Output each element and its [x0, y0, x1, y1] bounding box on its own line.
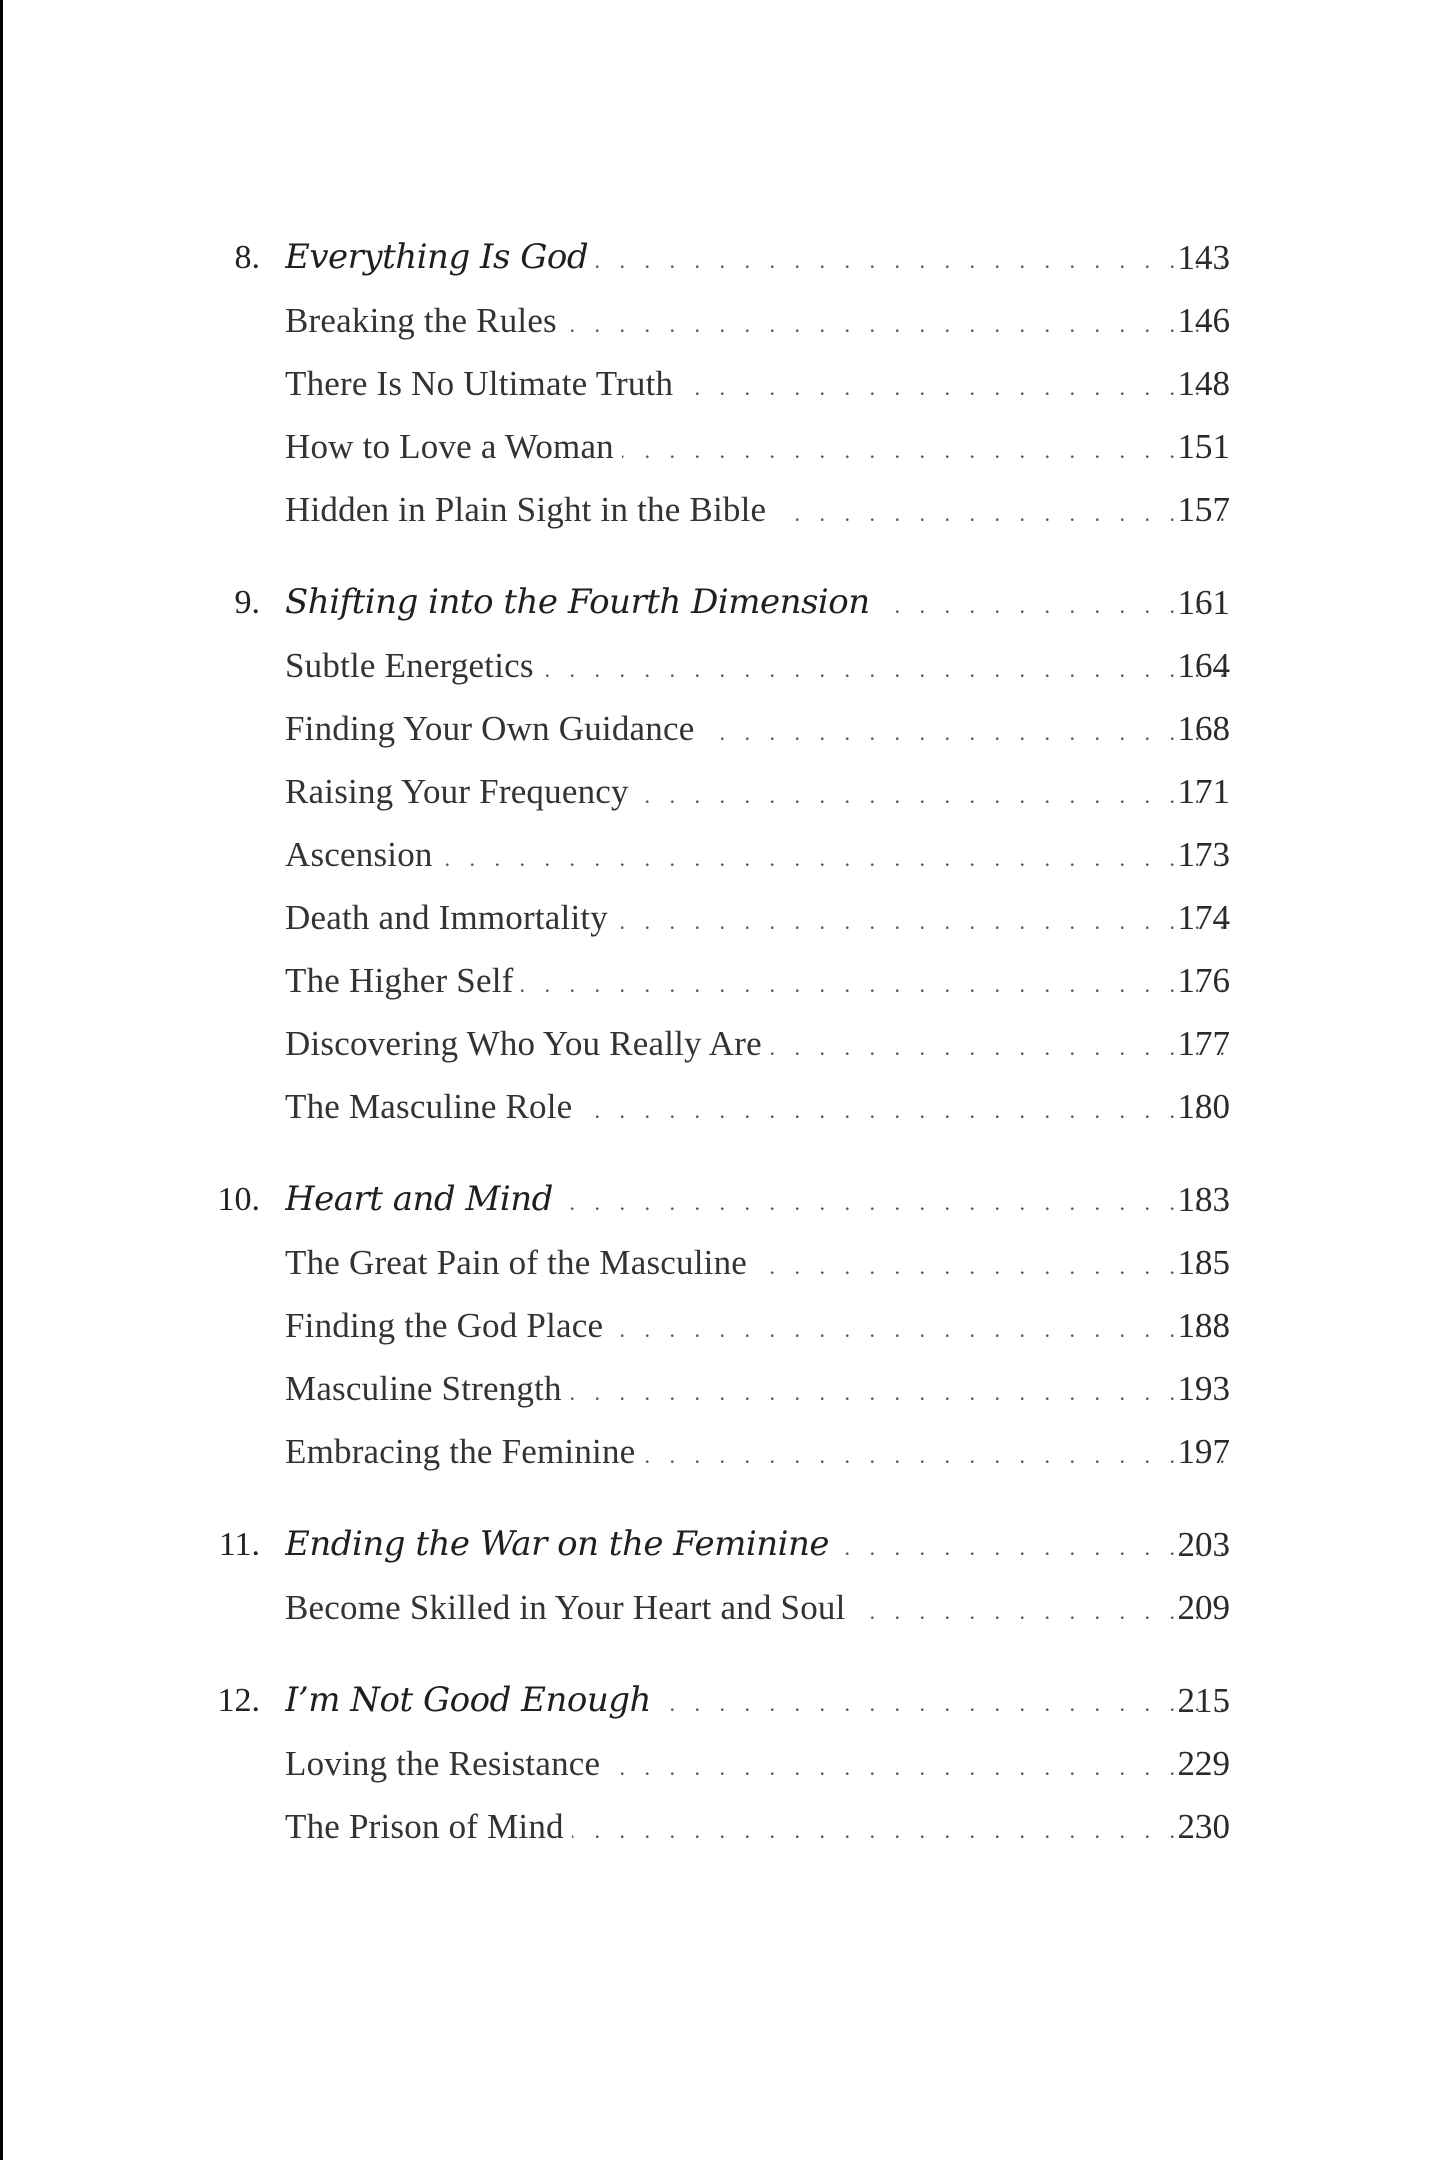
chapter-heading-row[interactable]	[0, 226, 1442, 289]
page-number: 174	[1177, 898, 1230, 937]
section-row[interactable]	[0, 289, 1442, 352]
toc-chapter-9	[0, 571, 1442, 1138]
page-number: 197	[1177, 1432, 1230, 1471]
section-row[interactable]	[0, 352, 1442, 415]
section-title: Loving the Resistance	[285, 1744, 601, 1783]
section-entry	[285, 886, 1232, 949]
page-number: 230	[1177, 1807, 1230, 1846]
section-row[interactable]	[0, 634, 1442, 697]
dot-leader	[570, 1361, 1232, 1420]
section-title: Masculine Strength	[285, 1369, 562, 1408]
page-number: 180	[1177, 1087, 1230, 1126]
chapter-heading-row[interactable]	[0, 1168, 1442, 1231]
section-row[interactable]	[0, 1420, 1442, 1483]
dot-leader	[659, 1672, 1232, 1732]
dot-leader	[441, 827, 1232, 886]
page-number: 193	[1177, 1369, 1230, 1408]
page-number: 151	[1177, 427, 1230, 466]
section-row[interactable]	[0, 1294, 1442, 1357]
chapter-number: 9.	[234, 584, 260, 621]
chapter-title: Ending the War on the Feminine	[285, 1524, 830, 1564]
dot-leader	[611, 1298, 1232, 1357]
section-row[interactable]	[0, 760, 1442, 823]
toc-chapter-8	[0, 226, 1442, 541]
section-entry	[285, 1231, 1232, 1294]
dot-leader	[755, 1235, 1232, 1294]
dot-leader	[521, 953, 1232, 1012]
section-entry	[285, 1576, 1232, 1639]
section-row[interactable]	[0, 1231, 1442, 1294]
page-number: 209	[1177, 1588, 1230, 1627]
chapter-number: 8.	[234, 239, 260, 276]
section-title: The Great Pain of the Masculine	[285, 1243, 748, 1282]
chapter-entry	[285, 1168, 1232, 1231]
toc-chapter-12	[0, 1669, 1442, 1858]
section-entry	[285, 760, 1232, 823]
chapter-entry	[285, 1513, 1232, 1576]
table-of-contents	[0, 226, 1442, 1888]
section-entry	[285, 1732, 1232, 1795]
chapter-entry	[285, 1669, 1232, 1732]
chapter-heading-row[interactable]	[0, 1513, 1442, 1576]
section-title: How to Love a Woman	[285, 427, 614, 466]
section-title: Finding Your Own Guidance	[285, 709, 695, 748]
page-number: 203	[1177, 1525, 1230, 1564]
page-number: 148	[1177, 364, 1230, 403]
chapter-number: 10.	[217, 1181, 260, 1218]
dot-leader	[565, 293, 1232, 352]
section-title: Discovering Who You Really Are	[285, 1024, 762, 1063]
dot-leader	[608, 1736, 1232, 1795]
dot-leader	[572, 1799, 1232, 1858]
section-title: Hidden in Plain Sight in the Bible	[285, 490, 767, 529]
chapter-title: Shifting into the Fourth Dimension	[285, 582, 870, 622]
page-number: 164	[1177, 646, 1230, 685]
page-number: 185	[1177, 1243, 1230, 1282]
section-row[interactable]	[0, 1795, 1442, 1858]
section-title: Subtle Energetics	[285, 646, 534, 685]
chapter-heading-row[interactable]	[0, 571, 1442, 634]
section-title: Ascension	[285, 835, 433, 874]
page-number: 168	[1177, 709, 1230, 748]
section-row[interactable]	[0, 1576, 1442, 1639]
section-row[interactable]	[0, 1075, 1442, 1138]
section-entry	[285, 1420, 1232, 1483]
chapter-title: Everything Is God	[285, 237, 589, 277]
chapter-entry	[285, 571, 1232, 634]
page-number: 183	[1177, 1180, 1230, 1219]
section-entry	[285, 1075, 1232, 1138]
dot-leader	[542, 638, 1232, 697]
page-number: 161	[1177, 583, 1230, 622]
dot-leader	[616, 890, 1232, 949]
chapter-entry	[285, 226, 1232, 289]
page-number: 171	[1177, 772, 1230, 811]
section-title: The Masculine Role	[285, 1087, 573, 1126]
page-number: 176	[1177, 961, 1230, 1000]
section-title: Become Skilled in Your Heart and Soul	[285, 1588, 846, 1627]
dot-leader	[561, 1171, 1232, 1231]
section-row[interactable]	[0, 949, 1442, 1012]
section-entry	[285, 697, 1232, 760]
section-entry	[285, 634, 1232, 697]
section-row[interactable]	[0, 1012, 1442, 1075]
section-entry	[285, 823, 1232, 886]
section-title: The Higher Self	[285, 961, 514, 1000]
page-number: 146	[1177, 301, 1230, 340]
section-entry	[285, 1294, 1232, 1357]
section-title: Raising Your Frequency	[285, 772, 629, 811]
chapter-number: 11.	[218, 1526, 260, 1563]
dot-leader	[770, 1016, 1232, 1075]
chapter-heading-row[interactable]	[0, 1669, 1442, 1732]
chapter-number: 12.	[217, 1682, 260, 1719]
page-number: 188	[1177, 1306, 1230, 1345]
page-number: 143	[1177, 238, 1230, 277]
section-row[interactable]	[0, 1357, 1442, 1420]
section-title: Death and Immortality	[285, 898, 608, 937]
dot-leader	[637, 764, 1232, 823]
dot-leader	[774, 482, 1232, 541]
section-entry	[285, 478, 1232, 541]
section-entry	[285, 1012, 1232, 1075]
section-entry	[285, 1795, 1232, 1858]
dot-leader	[622, 419, 1232, 478]
page-number: 173	[1177, 835, 1230, 874]
chapter-title: Heart and Mind	[285, 1179, 553, 1219]
toc-chapter-10	[0, 1168, 1442, 1483]
section-entry	[285, 352, 1232, 415]
page-number: 215	[1177, 1681, 1230, 1720]
section-title: Finding the God Place	[285, 1306, 604, 1345]
section-entry	[285, 949, 1232, 1012]
section-entry	[285, 1357, 1232, 1420]
chapter-title: I’m Not Good Enough	[285, 1680, 651, 1720]
section-entry	[285, 415, 1232, 478]
section-entry	[285, 289, 1232, 352]
section-row[interactable]	[0, 1732, 1442, 1795]
page-number: 157	[1177, 490, 1230, 529]
dot-leader	[643, 1424, 1232, 1483]
section-title: The Prison of Mind	[285, 1807, 564, 1846]
section-row[interactable]	[0, 886, 1442, 949]
dot-leader	[580, 1079, 1232, 1138]
section-row[interactable]	[0, 478, 1442, 541]
section-title: Embracing the Feminine	[285, 1432, 636, 1471]
section-row[interactable]	[0, 697, 1442, 760]
dot-leader	[681, 356, 1232, 415]
section-title: There Is No Ultimate Truth	[285, 364, 674, 403]
section-title: Breaking the Rules	[285, 301, 557, 340]
page-number: 229	[1177, 1744, 1230, 1783]
dot-leader	[596, 229, 1232, 289]
section-row[interactable]	[0, 823, 1442, 886]
page-number: 177	[1177, 1024, 1230, 1063]
section-row[interactable]	[0, 415, 1442, 478]
dot-leader	[702, 701, 1232, 760]
toc-chapter-11	[0, 1513, 1442, 1639]
